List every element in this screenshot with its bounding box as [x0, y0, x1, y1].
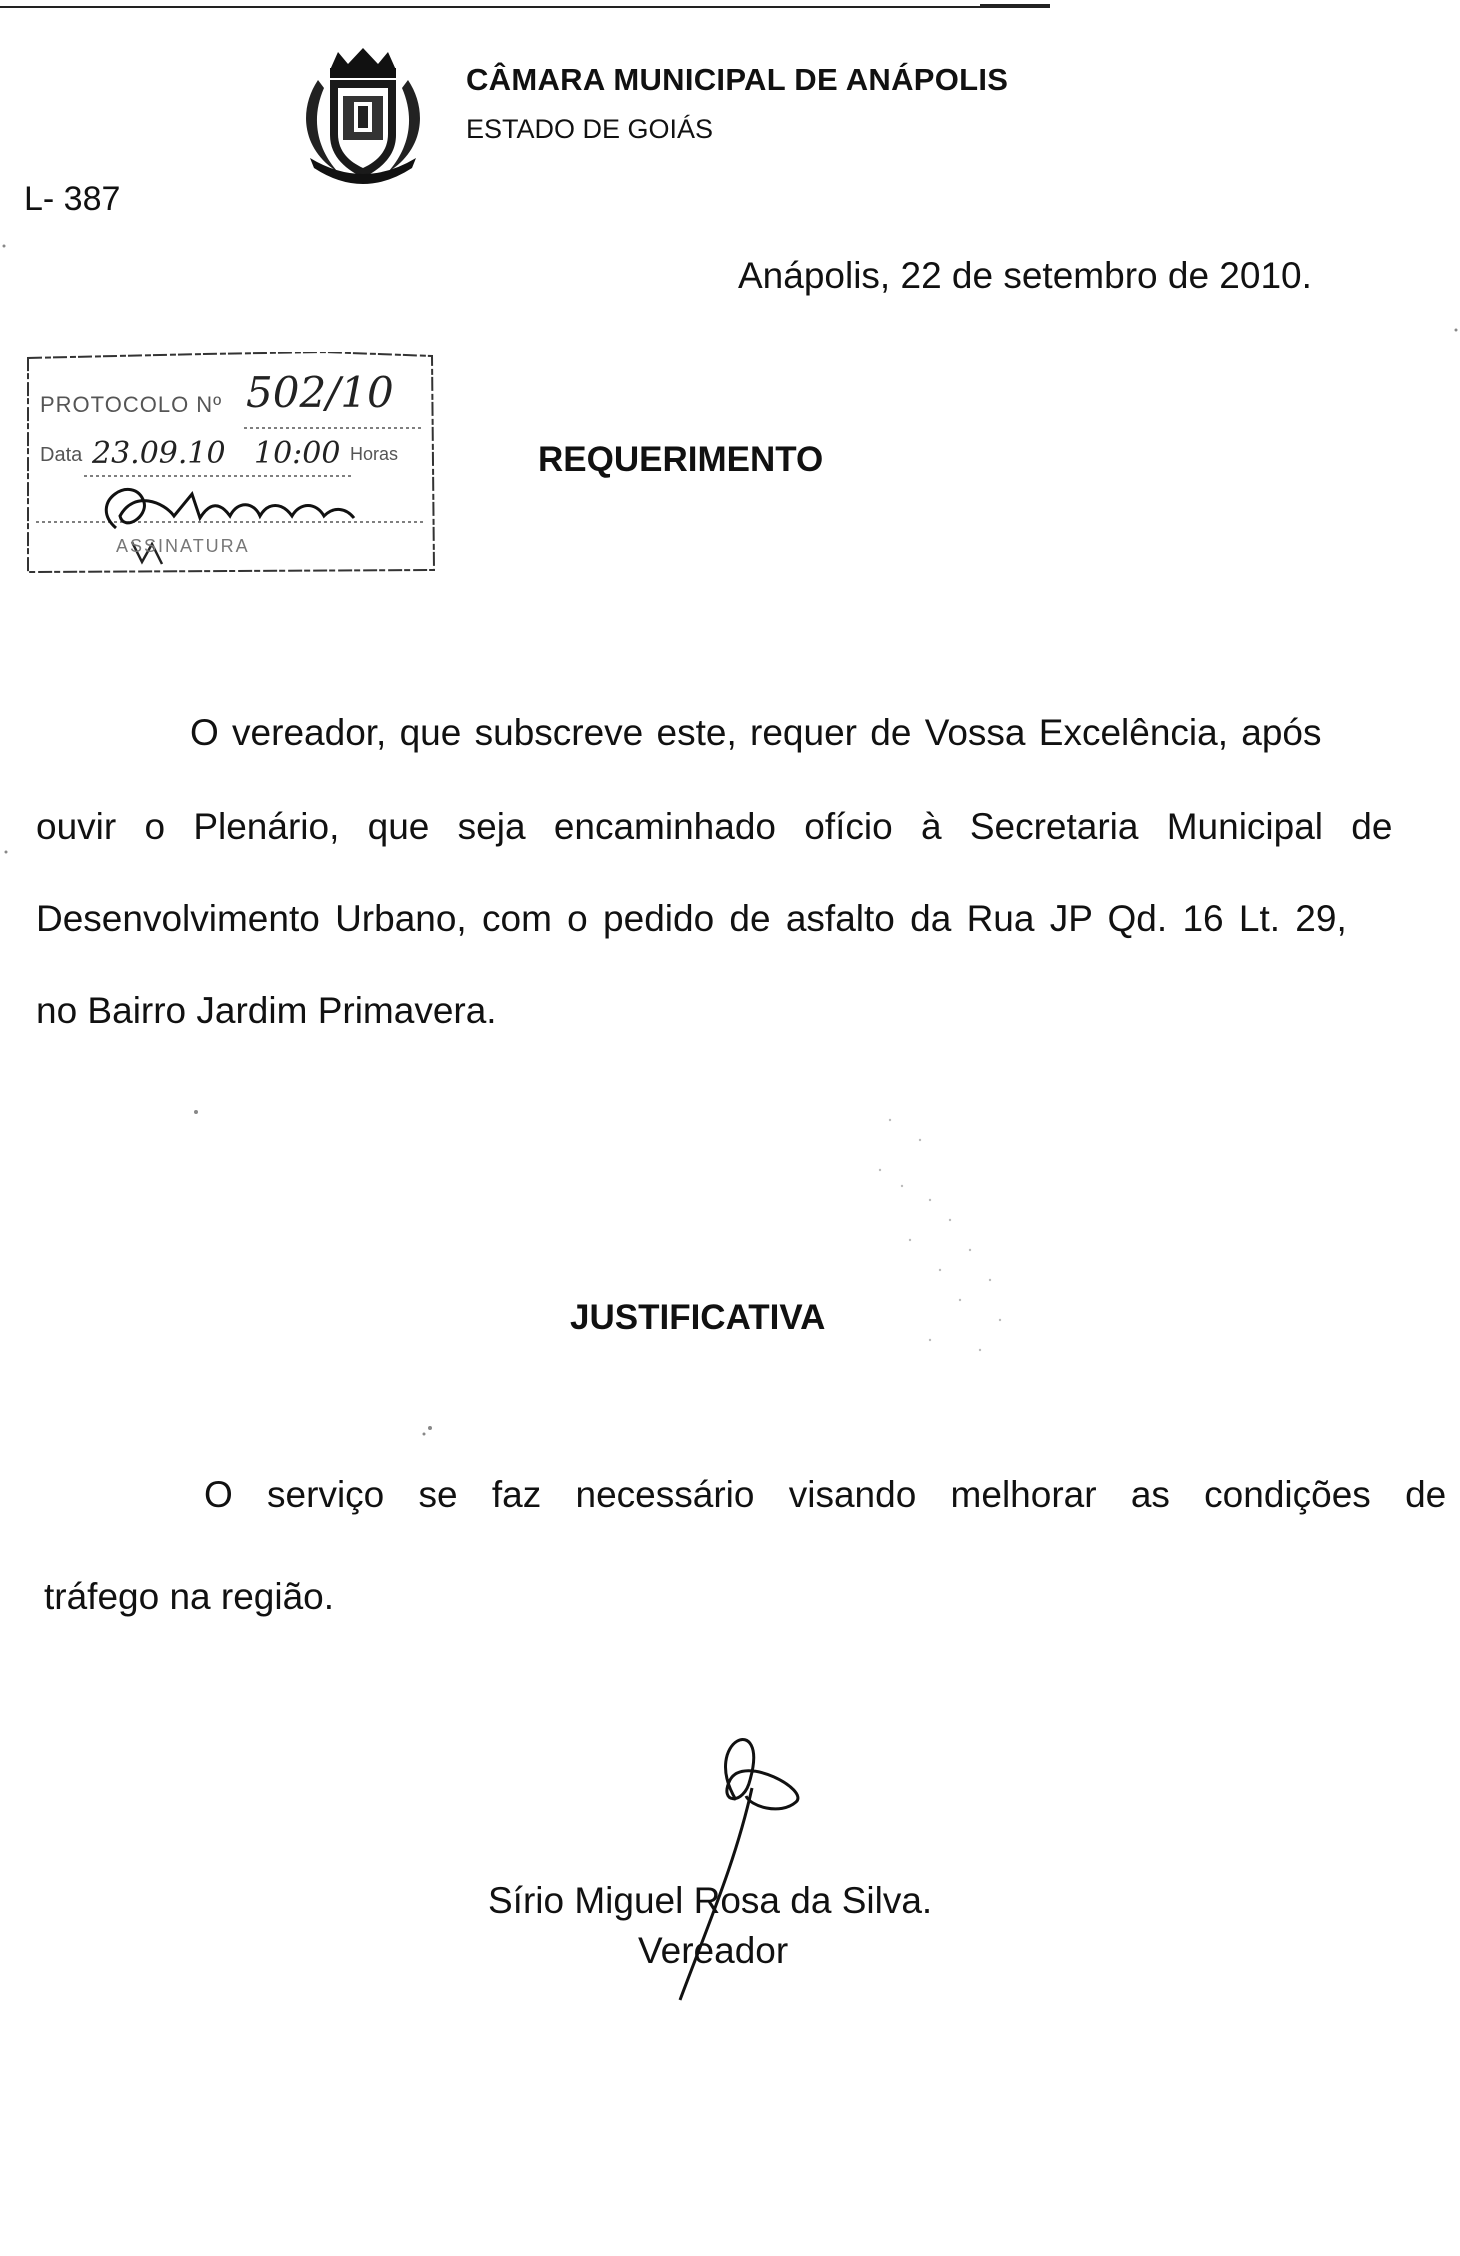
requerimento-line: no Bairro Jardim Primavera.: [36, 990, 497, 1031]
stamp-hour-value: 10:00: [254, 436, 341, 471]
requerimento-line: Desenvolvimento Urbano, com o pedido de asfalto da Rua JP Qd. 16 Lt. 29,: [36, 898, 1347, 939]
requerimento-line: ouvir o Plenário, que seja encaminhado ofício à Secretaria Municipal de: [36, 806, 1393, 847]
stamp-date-value: 23.09.10: [92, 436, 226, 471]
stamp-protocol-number: 502/10: [246, 368, 394, 417]
justificativa-line: tráfego na região.: [44, 1576, 335, 1617]
date-line: Anápolis, 22 de setembro de 2010.: [738, 255, 1312, 296]
requerimento-line: O vereador, que subscreve este, requer de Vossa Excelência, após: [190, 712, 1322, 753]
signatory-name: Sírio Miguel Rosa da Silva.: [488, 1880, 933, 1921]
stamp-protocol-label: PROTOCOLO Nº: [40, 392, 223, 417]
document-code: L- 387: [24, 180, 121, 218]
organization-name: CÂMARA MUNICIPAL DE ANÁPOLIS: [466, 62, 1009, 97]
signatory-role: Vereador: [638, 1930, 789, 1971]
requerimento-title: REQUERIMENTO: [538, 440, 824, 479]
stamp-signature-label: ASSINATURA: [116, 536, 250, 556]
stamp-date-label: Data: [40, 444, 83, 466]
state-name: ESTADO DE GOIÁS: [466, 114, 714, 144]
justificativa-line: O serviço se faz necessário visando melhorar as condições de: [204, 1474, 1447, 1515]
stamp-hour-label: Horas: [350, 444, 399, 464]
justificativa-title: JUSTIFICATIVA: [570, 1298, 826, 1337]
